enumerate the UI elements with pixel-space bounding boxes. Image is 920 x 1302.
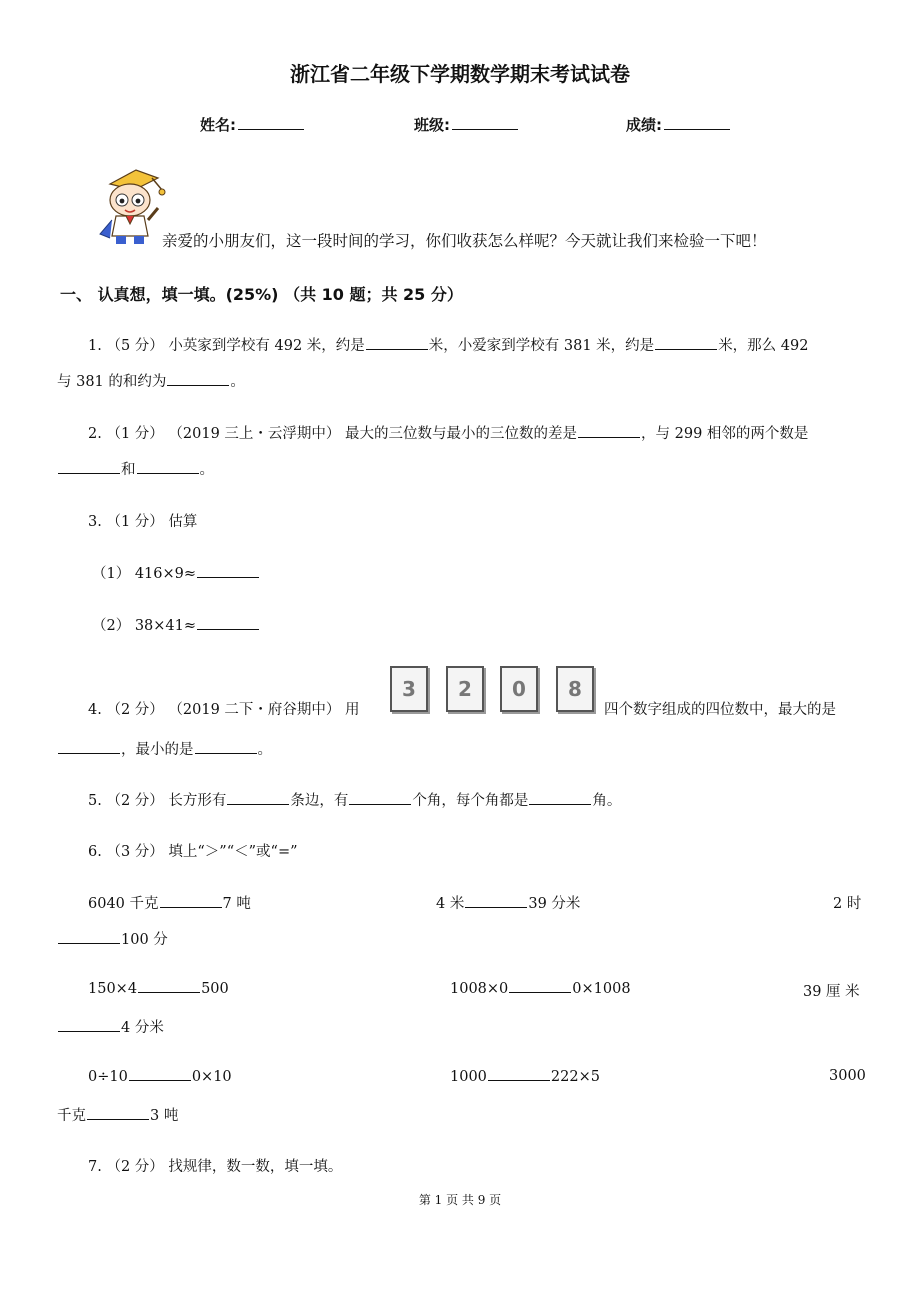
q2-text-a: 2. （1 分） （2019 三上・云浮期中） 最大的三位数与最小的三位数的差是 bbox=[88, 426, 578, 442]
answer-blank[interactable] bbox=[87, 1107, 149, 1120]
digit-card-2: 2 bbox=[446, 666, 484, 712]
compare-left: 4 米 bbox=[436, 896, 465, 912]
question-3-sub-2 bbox=[92, 614, 260, 635]
answer-blank[interactable] bbox=[529, 792, 591, 805]
q5-text-a: 5. （2 分） 长方形有 bbox=[88, 793, 227, 809]
compare-item-end bbox=[57, 928, 168, 949]
answer-blank[interactable] bbox=[349, 792, 411, 805]
compare-item bbox=[88, 892, 251, 913]
q4-text-d: 。 bbox=[257, 742, 272, 758]
compare-item-start: 39 厘 米 bbox=[803, 984, 860, 1000]
answer-blank[interactable] bbox=[58, 1019, 120, 1032]
name-label: 姓名: bbox=[200, 116, 236, 134]
answer-blank[interactable] bbox=[197, 565, 259, 578]
question-4-prefix: 4. （2 分） （2019 二下・府谷期中） 用 bbox=[88, 702, 360, 718]
score-field bbox=[626, 114, 730, 135]
answer-blank[interactable] bbox=[578, 425, 640, 438]
answer-blank[interactable] bbox=[138, 980, 200, 993]
answer-blank[interactable] bbox=[58, 741, 120, 754]
q1-text-b: 米，小爱家到学校有 381 米，约是 bbox=[428, 338, 655, 354]
compare-left: 0÷10 bbox=[88, 1069, 128, 1085]
compare-item-end bbox=[57, 1104, 178, 1125]
compare-item-end bbox=[57, 1016, 164, 1037]
compare-item bbox=[88, 980, 229, 997]
compare-right: 39 分米 bbox=[528, 896, 581, 912]
answer-blank[interactable] bbox=[195, 741, 257, 754]
question-5 bbox=[88, 789, 621, 810]
class-blank[interactable] bbox=[452, 115, 518, 130]
q2-text-c: 和 bbox=[121, 462, 136, 478]
question-4-line-2 bbox=[57, 738, 272, 759]
answer-blank[interactable] bbox=[160, 895, 222, 908]
digit-card-8: 8 bbox=[556, 666, 594, 712]
class-field bbox=[414, 114, 518, 135]
compare-left: 1008×0 bbox=[450, 981, 509, 997]
compare-item-start: 2 时 bbox=[833, 896, 862, 912]
compare-right: 222×5 bbox=[550, 1069, 600, 1085]
q2-text-b: ，与 299 相邻的两个数是 bbox=[641, 426, 809, 442]
question-2-line-1 bbox=[88, 422, 808, 443]
q2-text-d: 。 bbox=[199, 462, 214, 478]
answer-blank[interactable] bbox=[366, 337, 428, 350]
compare-right: 3 吨 bbox=[150, 1108, 179, 1124]
q1-text-e: 。 bbox=[230, 374, 245, 390]
compare-left: 千克 bbox=[57, 1108, 86, 1124]
q1-text-d: 与 381 的和约为 bbox=[57, 374, 167, 390]
compare-item-start: 3000 bbox=[829, 1068, 866, 1084]
page-title: 浙江省二年级下学期数学期末考试试卷 bbox=[290, 62, 630, 86]
q3-sub-2-text: （2） 38×41≈ bbox=[92, 618, 197, 634]
compare-item bbox=[450, 980, 631, 997]
compare-right: 0×1008 bbox=[572, 981, 631, 997]
compare-item bbox=[88, 1068, 232, 1085]
greeting-text: 亲爱的小朋友们，这一段时间的学习，你们收获怎么样呢？今天就让我们来检验一下吧！ bbox=[162, 232, 767, 250]
q5-text-b: 条边，有 bbox=[290, 793, 349, 809]
score-label: 成绩: bbox=[626, 116, 662, 134]
compare-item bbox=[450, 1068, 600, 1085]
section-heading: 一、 认真想，填一填。(25%) （共 10 题；共 25 分） bbox=[60, 285, 463, 304]
q3-sub-1-text: （1） 416×9≈ bbox=[92, 566, 197, 582]
compare-right: 500 bbox=[201, 981, 229, 997]
answer-blank[interactable] bbox=[509, 980, 571, 993]
score-blank[interactable] bbox=[664, 115, 730, 130]
answer-blank[interactable] bbox=[655, 337, 717, 350]
compare-left: 150×4 bbox=[88, 981, 138, 997]
answer-blank[interactable] bbox=[129, 1068, 191, 1081]
name-field bbox=[200, 114, 304, 135]
q1-text-a: 1. （5 分） 小英家到学校有 492 米，约是 bbox=[88, 338, 365, 354]
digit-card-3: 3 bbox=[390, 666, 428, 712]
answer-blank[interactable] bbox=[465, 895, 527, 908]
page-footer: 第 1 页 共 9 页 bbox=[418, 1193, 502, 1207]
compare-right: 0×10 bbox=[191, 1069, 232, 1085]
q1-text-c: 米，那么 492 bbox=[718, 338, 809, 354]
compare-left: 6040 千克 bbox=[88, 896, 159, 912]
answer-blank[interactable] bbox=[167, 373, 229, 386]
question-1-line-1 bbox=[88, 334, 808, 355]
question-6: 6. （3 分） 填上“＞”“＜”或“=” bbox=[88, 844, 298, 860]
compare-right: 7 吨 bbox=[222, 896, 251, 912]
q4-text-c: ，最小的是 bbox=[121, 742, 194, 758]
q5-text-d: 角。 bbox=[592, 793, 622, 809]
answer-blank[interactable] bbox=[197, 617, 259, 630]
question-4-suffix: 四个数字组成的四位数中，最大的是 bbox=[604, 702, 836, 718]
question-7: 7. （2 分） 找规律，数一数，填一填。 bbox=[88, 1159, 343, 1175]
question-2-line-2 bbox=[57, 458, 214, 479]
answer-blank[interactable] bbox=[137, 461, 199, 474]
answer-blank[interactable] bbox=[227, 792, 289, 805]
q5-text-c: 个角，每个角都是 bbox=[412, 793, 529, 809]
digit-card-0: 0 bbox=[500, 666, 538, 712]
compare-left: 1000 bbox=[450, 1069, 487, 1085]
question-3-sub-1 bbox=[92, 562, 260, 583]
answer-blank[interactable] bbox=[488, 1068, 550, 1081]
mascot-illustration bbox=[92, 164, 168, 246]
compare-right: 100 分 bbox=[121, 932, 168, 948]
compare-item bbox=[436, 892, 580, 913]
class-label: 班级: bbox=[414, 116, 450, 134]
answer-blank[interactable] bbox=[58, 931, 120, 944]
question-1-line-2 bbox=[57, 370, 245, 391]
answer-blank[interactable] bbox=[58, 461, 120, 474]
name-blank[interactable] bbox=[238, 115, 304, 130]
compare-right: 4 分米 bbox=[121, 1020, 164, 1036]
question-3: 3. （1 分） 估算 bbox=[88, 514, 198, 530]
